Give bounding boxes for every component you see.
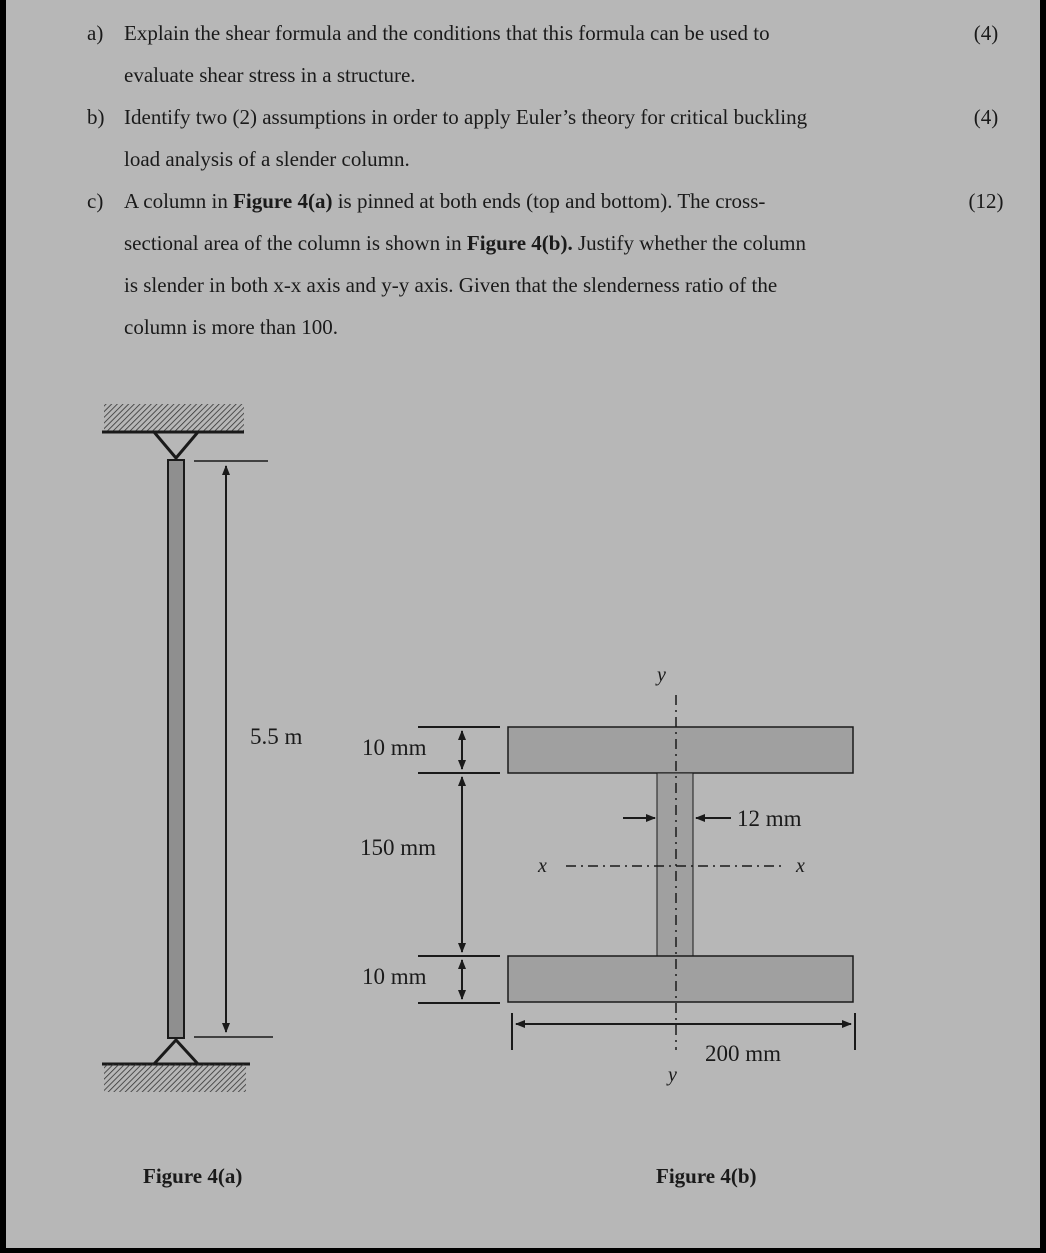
question-c-line-2: sectional area of the column is shown in Figure 4(b). Justify whether the column — [124, 231, 806, 255]
web-height-label: 150 mm — [360, 835, 437, 860]
exam-sheet — [6, 0, 1040, 1248]
top-flange-thickness-label: 10 mm — [362, 735, 427, 760]
question-c-label: c) — [87, 189, 104, 213]
y-axis-bottom-label: y — [668, 1064, 677, 1086]
top-support-hatch — [104, 404, 244, 432]
question-a-line-1: Explain the shear formula and the conditions that this formula can be used to — [124, 21, 770, 45]
question-a-line-2: evaluate shear stress in a structure. — [124, 63, 416, 87]
figure-4b-caption: Figure 4(b) — [656, 1164, 757, 1188]
question-b-label: b) — [87, 105, 105, 129]
figures-drawing — [6, 0, 1040, 1248]
x-axis-right-label: x — [796, 855, 805, 877]
flange-width-label: 200 mm — [705, 1041, 782, 1066]
web — [657, 773, 693, 956]
question-c-line-1: A column in Figure 4(a) is pinned at both ends (top and bottom). The cross- — [124, 189, 766, 213]
column-member — [168, 460, 184, 1038]
question-c-line-4: column is more than 100. — [124, 315, 339, 339]
web-thickness-label: 12 mm — [737, 806, 802, 831]
question-b-marks: (4) — [973, 105, 999, 129]
figure-4b-section — [418, 695, 855, 1050]
question-c-marks: (12) — [968, 189, 1004, 213]
question-b-line-2: load analysis of a slender column. — [124, 147, 410, 171]
figure-4a-caption: Figure 4(a) — [143, 1164, 243, 1188]
bottom-support-hatch — [104, 1064, 246, 1092]
column-length-label: 5.5 m — [250, 724, 303, 749]
bottom-pin-icon — [154, 1040, 198, 1064]
figure-4a-column — [102, 404, 273, 1092]
question-a-marks: (4) — [973, 21, 999, 45]
top-pin-icon — [154, 432, 198, 458]
question-b-line-1: Identify two (2) assumptions in order to apply Euler’s theory for critical buckling — [124, 105, 808, 129]
bottom-flange — [508, 956, 853, 1002]
y-axis-top-label: y — [657, 664, 666, 686]
x-axis-left-label: x — [538, 855, 547, 877]
question-c-line-3: is slender in both x-x axis and y-y axis. Given that the slenderness ratio of the — [124, 273, 778, 297]
top-flange — [508, 727, 853, 773]
bottom-flange-thickness-label: 10 mm — [362, 964, 427, 989]
question-a-label: a) — [87, 21, 104, 45]
